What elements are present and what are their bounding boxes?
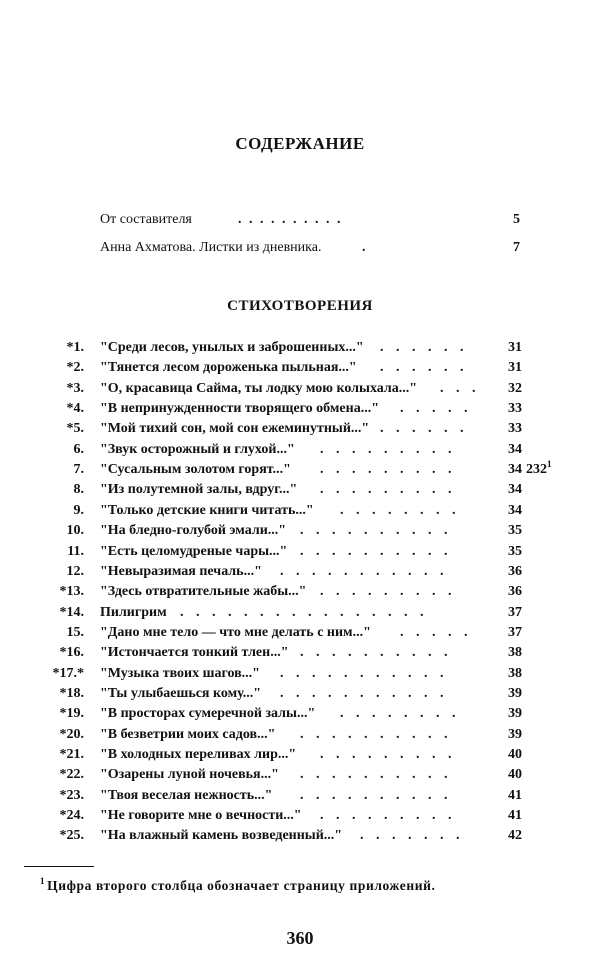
poem-page: 34	[508, 503, 522, 518]
poem-entry	[40, 500, 600, 522]
leader-dots: . . . . . . .	[360, 828, 460, 843]
poem-number: *2.	[66, 360, 84, 375]
toc-entry-label: От составителя	[100, 212, 192, 227]
poem-page: 42	[508, 828, 522, 843]
poem-title: "Только детские книги читать..."	[100, 503, 314, 518]
leader-dots: . . . . .	[400, 625, 468, 640]
poem-title: "Среди лесов, унылых и заброшенных..."	[100, 340, 364, 355]
leader-dots: . . .	[440, 381, 476, 396]
leader-dots: . . . . . . . . . . .	[280, 686, 444, 701]
leader-dots: . . . . . . . . . .	[300, 767, 448, 782]
poem-entry	[40, 357, 600, 379]
leader-dots: . . . . . . . . . .	[300, 544, 448, 559]
poem-number: *18.	[59, 686, 84, 701]
poem-entry	[40, 663, 600, 685]
poem-title: "В просторах сумеречной залы..."	[100, 706, 316, 721]
poem-entry	[40, 825, 600, 847]
leader-dots: . . . . . . . . . .	[238, 212, 343, 227]
poem-page: 34	[508, 482, 522, 497]
poem-number: *24.	[59, 808, 84, 823]
poem-page: 34	[508, 462, 522, 477]
leader-dots: . . . . . . . . .	[320, 808, 452, 823]
leader-dots: . . . . . . . .	[340, 706, 456, 721]
footnote	[40, 878, 435, 894]
poem-page: 39	[508, 727, 522, 742]
poem-entry	[40, 602, 600, 624]
poem-page: 37	[508, 625, 522, 640]
poem-page: 33	[508, 421, 522, 436]
poem-title: Пилигрим	[100, 605, 167, 620]
poem-number: *16.	[59, 645, 84, 660]
poem-title: "В холодных переливах лир..."	[100, 747, 297, 762]
leader-dots: . . . . . . . . .	[320, 482, 452, 497]
leader-dots: . . . . . . . . . . .	[280, 564, 444, 579]
poem-title: "На бледно-голубой эмали..."	[100, 523, 287, 538]
poem-number: *19.	[59, 706, 84, 721]
poem-number: *14.	[59, 605, 84, 620]
poem-number: *17.*	[52, 666, 84, 681]
poem-page: 35	[508, 544, 522, 559]
poem-title: "На влажный камень возведенный..."	[100, 828, 343, 843]
poem-entry	[40, 520, 600, 542]
poem-page: 41	[508, 788, 522, 803]
poem-page: 38	[508, 645, 522, 660]
poem-entry	[40, 541, 600, 563]
leader-dots: . . . . . . . . .	[320, 442, 452, 457]
poem-number: *5.	[66, 421, 84, 436]
leader-dots: . . . . . .	[380, 360, 464, 375]
poem-number: 12.	[66, 564, 84, 579]
leader-dots: . . . . . . . . . .	[300, 788, 448, 803]
toc-entry	[100, 209, 520, 231]
poem-entry	[40, 703, 600, 725]
section-title: СТИХОТВОРЕНИЯ	[227, 298, 373, 314]
page-number: 360	[286, 928, 314, 948]
poem-page: 34	[508, 442, 522, 457]
toc-entry-label: Анна Ахматова. Листки из дневника.	[100, 240, 322, 255]
poem-title: "О, красавица Сайма, ты лодку мою колыхала..."	[100, 381, 418, 396]
leader-dots: . . . . . . . . . . .	[280, 666, 444, 681]
poem-entry	[40, 479, 600, 501]
poem-entry	[40, 642, 600, 664]
leader-dots: . . . . . . . . .	[320, 462, 452, 477]
poem-page: 31	[508, 340, 522, 355]
poem-title: "Есть целомудреные чары..."	[100, 544, 288, 559]
poem-number: 6.	[73, 442, 84, 457]
leader-dots: . . . . . . . . .	[320, 747, 452, 762]
poem-entry	[40, 785, 600, 807]
poem-title: "Истончается тонкий тлен..."	[100, 645, 289, 660]
poem-title: "Мой тихий сон, мой сон ежеминутный..."	[100, 421, 370, 436]
poem-number: 15.	[66, 625, 84, 640]
poem-title: "Твоя веселая нежность..."	[100, 788, 273, 803]
poem-title: "Звук осторожный и глухой..."	[100, 442, 295, 457]
poem-number: *22.	[59, 767, 84, 782]
poem-page: 40	[508, 767, 522, 782]
poem-number: *3.	[66, 381, 84, 396]
poem-title: "Музыка твоих шагов..."	[100, 666, 260, 681]
poem-title: "Сусальным золотом горят..."	[100, 462, 291, 477]
poem-number: 8.	[73, 482, 84, 497]
poem-page: 41	[508, 808, 522, 823]
poem-number: 11.	[67, 544, 84, 559]
poem-number: *13.	[59, 584, 84, 599]
poem-title: "Не говорите мне о вечности..."	[100, 808, 302, 823]
poem-title: "В непринужденности творящего обмена..."	[100, 401, 379, 416]
leader-dots: . . . . .	[400, 401, 468, 416]
toc-entry-page: 5	[513, 212, 520, 227]
poem-title: "Ты улыбаешься кому..."	[100, 686, 262, 701]
poem-title: "Из полутемной залы, вдруг..."	[100, 482, 298, 497]
toc-entry-page: 7	[513, 240, 520, 255]
poem-page: 39	[508, 686, 522, 701]
poem-page: 36	[508, 564, 522, 579]
footnote-mark: 1	[40, 876, 46, 886]
poem-page: 35	[508, 523, 522, 538]
poem-number: 7.	[73, 462, 84, 477]
poem-entry	[40, 581, 600, 603]
footnote-divider	[24, 866, 94, 867]
appendix-page-value: 232	[526, 462, 547, 477]
poem-entry	[40, 805, 600, 827]
poem-entry	[40, 337, 600, 359]
poem-title: "В безветрии моих садов..."	[100, 727, 276, 742]
leader-dots: .	[362, 240, 368, 255]
poem-entry	[40, 764, 600, 786]
leader-dots: . . . . . . . . . .	[300, 523, 448, 538]
poem-entry	[40, 622, 600, 644]
poem-title: "Озарены луной ночевья..."	[100, 767, 279, 782]
leader-dots: . . . . . . . . . .	[300, 645, 448, 660]
leader-dots: . . . . . .	[380, 421, 464, 436]
toc-entry	[100, 237, 520, 259]
poem-page: 33	[508, 401, 522, 416]
poem-page: 37	[508, 605, 522, 620]
poem-title: "Здесь отвратительные жабы..."	[100, 584, 307, 599]
poem-entry	[40, 418, 600, 440]
leader-dots: . . . . . . . . . .	[300, 727, 448, 742]
poem-entry	[40, 378, 600, 400]
poem-page: 40	[508, 747, 522, 762]
poem-number: 10.	[66, 523, 84, 538]
poem-title: "Дано мне тело — что мне делать с ним..."	[100, 625, 371, 640]
poem-title: "Тянется лесом дороженька пыльная..."	[100, 360, 357, 375]
poem-page: 36	[508, 584, 522, 599]
footnote-reference: 1	[547, 459, 552, 469]
leader-dots: . . . . . . . . . . . . . . . .	[180, 605, 424, 620]
poem-number: *20.	[59, 727, 84, 742]
leader-dots: . . . . . . . .	[340, 503, 456, 518]
poem-page: 38	[508, 666, 522, 681]
poem-entry	[40, 561, 600, 583]
poem-number: 9.	[73, 503, 84, 518]
poem-entry	[40, 744, 600, 766]
poem-title: "Невыразимая печаль..."	[100, 564, 262, 579]
poem-entry	[40, 724, 600, 746]
page-title: СОДЕРЖАНИЕ	[235, 134, 365, 153]
poem-number: *25.	[59, 828, 84, 843]
poem-page: 32	[508, 381, 522, 396]
poem-number: *4.	[66, 401, 84, 416]
poem-appendix-page	[526, 459, 552, 481]
poem-entry	[40, 683, 600, 705]
poem-number: *23.	[59, 788, 84, 803]
poem-entry	[40, 398, 600, 420]
leader-dots: . . . . . . . . .	[320, 584, 452, 599]
poem-page: 39	[508, 706, 522, 721]
poem-entry	[40, 439, 600, 461]
leader-dots: . . . . . .	[380, 340, 464, 355]
footnote-text: Цифра второго столбца обозначает страницу приложений.	[47, 878, 436, 893]
poem-page: 31	[508, 360, 522, 375]
poem-number: *21.	[59, 747, 84, 762]
poem-number: *1.	[66, 340, 84, 355]
poem-entry	[40, 459, 600, 481]
